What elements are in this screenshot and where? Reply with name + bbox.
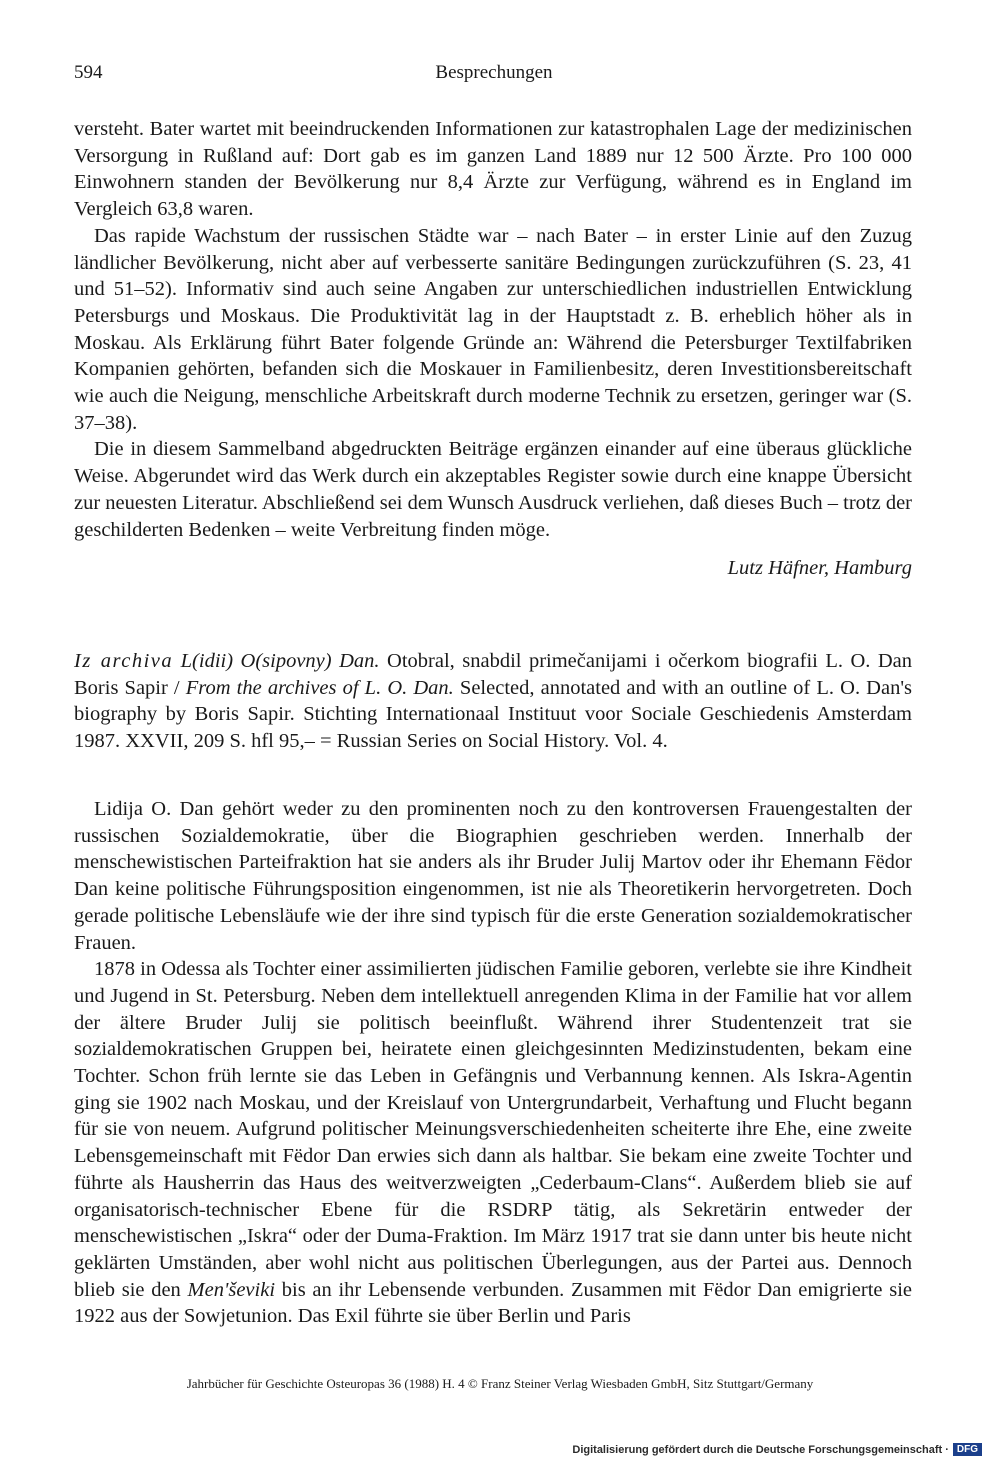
review1-paragraph-2: Das rapide Wachstum der russischen Städte war – nach Bater – in erster Linie auf den Zuzug ländlicher Bevölkerung, nicht aber auf verbesserte sanitäre Bedingungen zurückzuführen (S. 23, 41 und 51–52). Informativ sind auch seine Angaben zur unterschiedlichen industriellen Entwicklung Petersburgs und Moskaus. Die Produktivität lag in der Hauptstadt z. B. erheblich höher als in Moskau. Als Erklärung führt Bater folgende Gründe an: Während die Petersburger Textilfabriken Kompanien gehörten, befanden sich die Moskauer in Familienbesitz, deren Investitionsbereitschaft wie auch die Neigung, menschliche Arbeitskraft durch moderne Technik zu ersetzen, geringer war (S. 37–38). bbox=[74, 224, 912, 434]
digitization-credit bbox=[572, 1443, 982, 1456]
review2-body bbox=[74, 796, 912, 1330]
review2-citation bbox=[74, 648, 912, 755]
review2-paragraph-2-end: bis an ihr Lebensende verbunden. Zusammen mit Fëdor Dan emigrierte sie 1922 aus der Sowjetunion. Das Exil führte sie über Berlin und Paris bbox=[74, 1278, 913, 1328]
page-header bbox=[74, 62, 914, 92]
mensheviki-term: Men'ševiki bbox=[187, 1278, 276, 1301]
journal-footer: Jahrbücher für Geschichte Osteuropas 36 (1988) H. 4 © Franz Steiner Verlag Wiesbaden GmbH, Sitz Stuttgart/Germany bbox=[186, 1376, 814, 1391]
citation-english-title: From the archives of L. O. Dan. bbox=[185, 676, 454, 699]
review1-paragraph-3: Die in diesem Sammelband abgedruckten Beiträge ergänzen einander auf eine überaus glückliche Weise. Abgerundet wird das Werk durch ein akzeptables Register sowie durch eine knappe Übersicht zur neuesten Literatur. Abschließend sei dem Wunsch Ausdruck verliehen, daß dieses Buch – trotz der geschilderten Bedenken – weite Verbreitung finden möge. bbox=[74, 438, 912, 541]
review1-signature: Lutz Häfner, Hamburg bbox=[727, 557, 912, 580]
citation-title-rest: L(idii) O(sipovny) Dan. bbox=[180, 650, 380, 672]
citation-publication-details: Selected, annotated and with an outline of L. O. Dan's biography by Boris Sapir. Stichting Internationaal Instituut voor Sociale Geschiedenis Amsterdam 1987. XXVII, 209 S. hfl 95,– = Russian Series on Social History. Vol. 4. bbox=[74, 676, 913, 753]
citation-editor-note: Otobral, snabdil primečanijami i očerkom biografii L. O. Dan Boris Sapir / bbox=[74, 650, 913, 699]
review2-paragraph-1: Lidija O. Dan gehört weder zu den prominenten noch zu den kontroversen Frauengestalten der russischen Sozialdemokratie, über die Biographien geschrieben werden. Innerhalb der menschewistischen Parteifraktion hat sie anders als ihr Bruder Julij Martov oder ihr Ehemann Fëdor Dan keine politische Führungsposition eingenommen, ist nie als Theoretikerin hervorgetreten. Doch gerade politische Lebensläufe wie der ihre sind typisch für die erste Generation sozialdemokratischer Frauen. bbox=[74, 798, 912, 954]
review2-paragraph-2 bbox=[74, 956, 912, 1330]
digitization-note: Digitalisierung gefördert durch die Deutsche Forschungsgemeinschaft · bbox=[572, 1443, 949, 1456]
citation-title-spaced: Iz archiva bbox=[74, 650, 174, 672]
review1-paragraph-1: versteht. Bater wartet mit beeindruckenden Informationen zur katastrophalen Lage der medizinischen Versorgung in Rußland auf: Dort gab es im ganzen Land 1889 nur 12 500 Ärzte. Pro 100 000 Einwohnern standen der Bevölkerung nur 8,4 Ärzte zur Verfügung, während es in England im Vergleich 63,8 waren. bbox=[74, 118, 912, 221]
review1-body bbox=[74, 116, 912, 582]
dfg-logo: DFG bbox=[953, 1443, 982, 1456]
review2-paragraph-2-start: 1878 in Odessa als Tochter einer assimilierten jüdischen Familie geboren, verlebte sie ihre Kindheit und Jugend in St. Petersburg. Neben dem intellektuell anregenden Klima in der Familie hat vor allem der ältere Bruder Julij sie politisch beeinflußt. Während ihrer Studentenzeit trat sie sozialdemokratischen Gruppen bei, heiratete einen gleichgesinnten Medizinstudenten, bekam eine Tochter. Schon früh lernte sie das Leben in Gefängnis und Verbannung kennen. Als Iskra-Agentin ging sie 1902 nach Moskau, und der Kreislauf von Untergrundarbeit, Verhaftung und Flucht begann für sie von neuem. Aufgrund politischer Meinungsverschiedenheiten scheiterte ihre Ehe, eine zweite Lebensgemeinschaft mit Fëdor Dan erwies sich dann als haltbar. Sie bekam eine zweite Tochter und führte als Hausherrin das Haus des weitverzweigten „Cederbaum-Clans“. Außerdem blieb sie auf organisatorisch-technischer Ebene für die RSDRP tätig, als Sekretärin entweder der menschewistischen „Iskra“ oder der Duma-Fraktion. Im März 1917 trat sie dann unter bis heute nicht geklärten Umständen, aber wohl nicht aus politischen Überlegungen, aus der Partei aus. Dennoch blieb sie den bbox=[74, 958, 912, 1301]
running-head: Besprechungen bbox=[435, 62, 553, 83]
page-number: 594 bbox=[74, 62, 103, 83]
